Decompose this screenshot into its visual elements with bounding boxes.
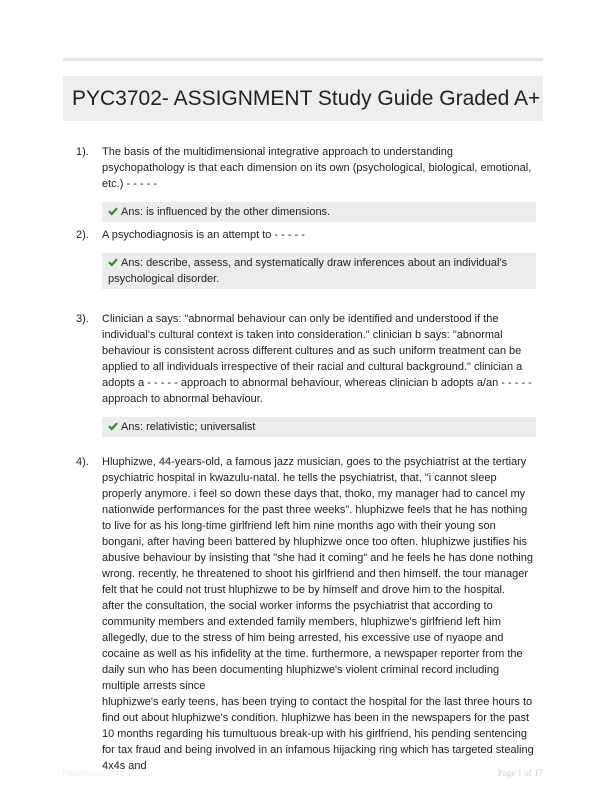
answer-text: Ans: describe, assess, and systematically draw inferences about an individual's psychological disorder. bbox=[108, 257, 508, 285]
answer-text: Ans: is influenced by the other dimensions. bbox=[121, 206, 331, 218]
question-text bbox=[102, 454, 536, 774]
answer-text: Ans: relativistic; universalist bbox=[121, 421, 256, 433]
question-number: 1). bbox=[76, 146, 89, 158]
question-2 bbox=[76, 227, 536, 289]
question-paragraph: hluphizwe's early teens, has been trying to contact the hospital for the last three hours to find out about hluphizwe's condition. hluphizwe has been in the newspapers for the past 10 months regarding his tumultuous break-up with his girlfriend, his pending sentencing for tax fraud and being involved in an infamous hijacking ring which has targeted stealing 4x4s and bbox=[102, 696, 534, 772]
check-icon bbox=[108, 206, 118, 216]
question-text: The basis of the multidimensional integrative approach to understanding psychopathology is that each dimension on its own (psychological, biological, emotional, etc.) - - - - - bbox=[102, 146, 532, 190]
top-divider bbox=[63, 58, 543, 61]
answer-box bbox=[102, 417, 536, 437]
check-icon bbox=[108, 257, 118, 267]
question-number: 2). bbox=[76, 229, 89, 241]
question-1 bbox=[76, 144, 536, 222]
check-icon bbox=[108, 421, 118, 431]
title-banner bbox=[63, 76, 543, 121]
question-paragraph: after the consultation, the social worker informs the psychiatrist that according to community members and extended family members, hluphizwe's girlfriend left him allegedly, due to the stress of him being arrested, his excessive use of nyaope and cocaine as well as his infidelity at the time. furthermore, a newspaper reporter from the daily sun who has been documenting hluphizwe's violent criminal record including multiple arrests since bbox=[102, 600, 523, 692]
question-paragraph: Hluphizwe, 44-years-old, a famous jazz musician, goes to the psychiatrist at the tertiary psychiatric hospital in kwazulu-natal. he tells the psychiatrist, that, "i cannot sleep properly anymore. i feel so down these days that, thoko, my manager had to cancel my nationwide performances for the past three weeks". hluphizwe feels that he has nothing to live for as his long-time girlfriend left him nine months ago with their young son bongani, after having been battered by hluphizwe once too often. hluphizwe justifies his abusive behaviour by insisting that "she had it coming" and he feels he has done nothing wrong. recently, he threatened to shoot his girlfriend and then himself. the tour manager felt that he could not trust hluphizwe to be by himself and drove him to the hospital. bbox=[102, 456, 533, 596]
question-4 bbox=[76, 454, 536, 774]
answer-box bbox=[102, 253, 536, 289]
question-number: 3). bbox=[76, 313, 89, 325]
question-text: A psychodiagnosis is an attempt to - - - - - bbox=[102, 229, 305, 241]
document-title: PYC3702- ASSIGNMENT Study Guide Graded A+ bbox=[72, 87, 541, 110]
page-indicator: Page 1 of 17 bbox=[497, 768, 543, 778]
question-number: 4). bbox=[76, 456, 89, 468]
question-text: Clinician a says: "abnormal behaviour can only be identified and understood if the individual's cultural context is taken into consideration." clinician b says: "abnormal behaviour is consistent across different cultures and as such uniform treatment can be applied to all individuals irrespective of their racial and cultural background." clinician a adopts a - - - - - approach to abnormal behaviour, whereas clinician b adopts a/an - - - - - approach to abnormal behaviour. bbox=[102, 313, 532, 405]
answer-box bbox=[102, 202, 536, 222]
footer-site: PaperSibic.com bbox=[62, 768, 126, 778]
question-3 bbox=[76, 311, 536, 437]
